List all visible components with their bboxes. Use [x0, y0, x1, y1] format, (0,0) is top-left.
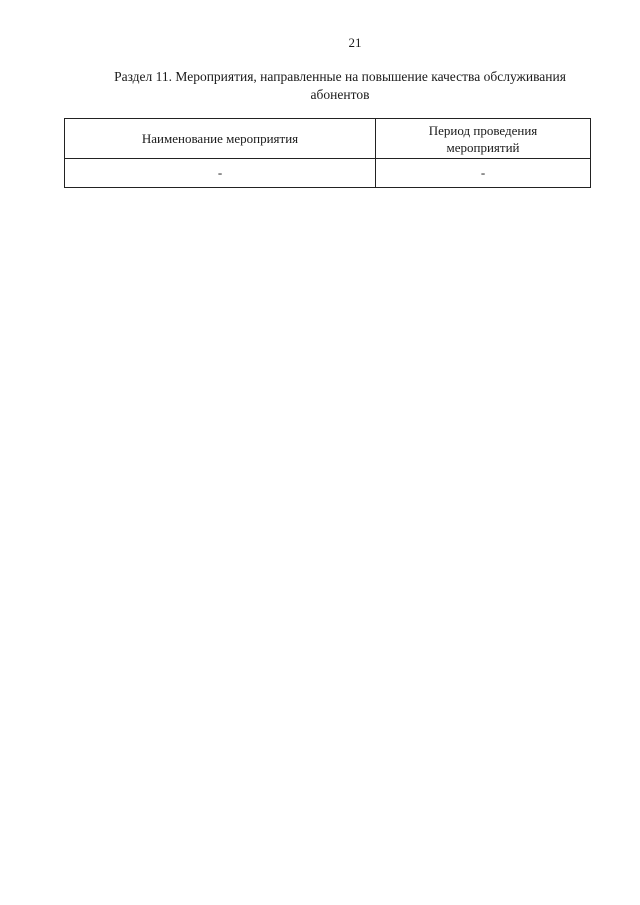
- header-activity-period: [376, 119, 591, 159]
- cell-activity-period: -: [376, 159, 591, 188]
- table-row: [65, 159, 591, 188]
- section-heading: [80, 68, 600, 104]
- section-heading-line-1: Раздел 11. Мероприятия, направленные на повышение качества обслуживания: [114, 69, 566, 84]
- table-header-row: [65, 119, 591, 159]
- header-activity-name: Наименование мероприятия: [65, 119, 376, 159]
- cell-activity-name: -: [65, 159, 376, 188]
- page-number: 21: [348, 35, 362, 50]
- section-heading-line-2: абонентов: [310, 87, 370, 102]
- activities-table: [64, 118, 591, 188]
- header-period-line-1: Период проведения: [428, 122, 538, 138]
- header-period-line-2: мероприятий: [446, 139, 520, 155]
